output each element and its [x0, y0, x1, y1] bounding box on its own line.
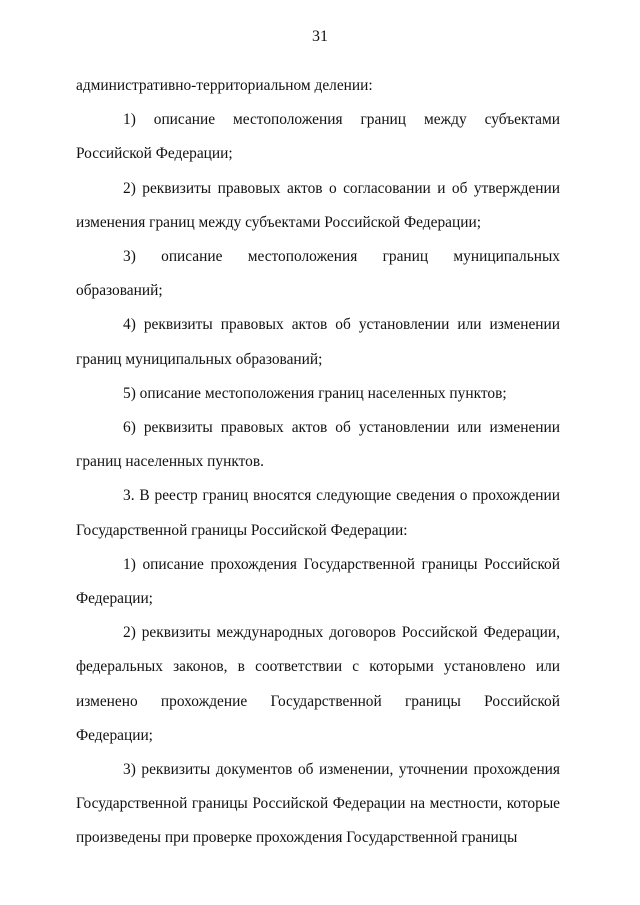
page-number: 31	[312, 28, 328, 45]
paragraph-item-2: 2) реквизиты правовых актов о согласовании и об утверждении изменения границ между субъектами Российской Федерации;	[76, 179, 560, 231]
paragraph-item-1: 1) описание местоположения границ между субъектами Российской Федерации;	[76, 111, 560, 163]
paragraph-section-3-item-2: 2) реквизиты международных договоров Российской Федерации, федеральных законов, в соответствии с которыми установлено или изменено прохождение Государственной границы Российской Федерации;	[76, 624, 560, 744]
paragraph-section-3: 3. В реестр границ вносятся следующие сведения о прохождении Государственной границы Российской Федерации:	[76, 487, 560, 539]
document-body	[76, 69, 560, 856]
paragraph-continuation: административно-территориальном делении:	[76, 77, 373, 94]
paragraph-section-3-item-3: 3) реквизиты документов об изменении, уточнении прохождения Государственной границы Российской Федерации на местности, которые произведены при проверке прохождения Государственной границы	[76, 761, 560, 847]
paragraph-item-5: 5) описание местоположения границ населенных пунктов;	[123, 384, 507, 402]
paragraph-section-3-item-1: 1) описание прохождения Государственной границы Российской Федерации;	[76, 555, 560, 608]
paragraph-item-6: 6) реквизиты правовых актов об установлении или изменении границ населенных пунктов.	[76, 419, 560, 471]
paragraph-item-4: 4) реквизиты правовых актов об установлении или изменении границ муниципальных образований;	[76, 316, 560, 368]
paragraph-item-3: 3) описание местоположения границ муниципальных образований;	[76, 248, 560, 300]
